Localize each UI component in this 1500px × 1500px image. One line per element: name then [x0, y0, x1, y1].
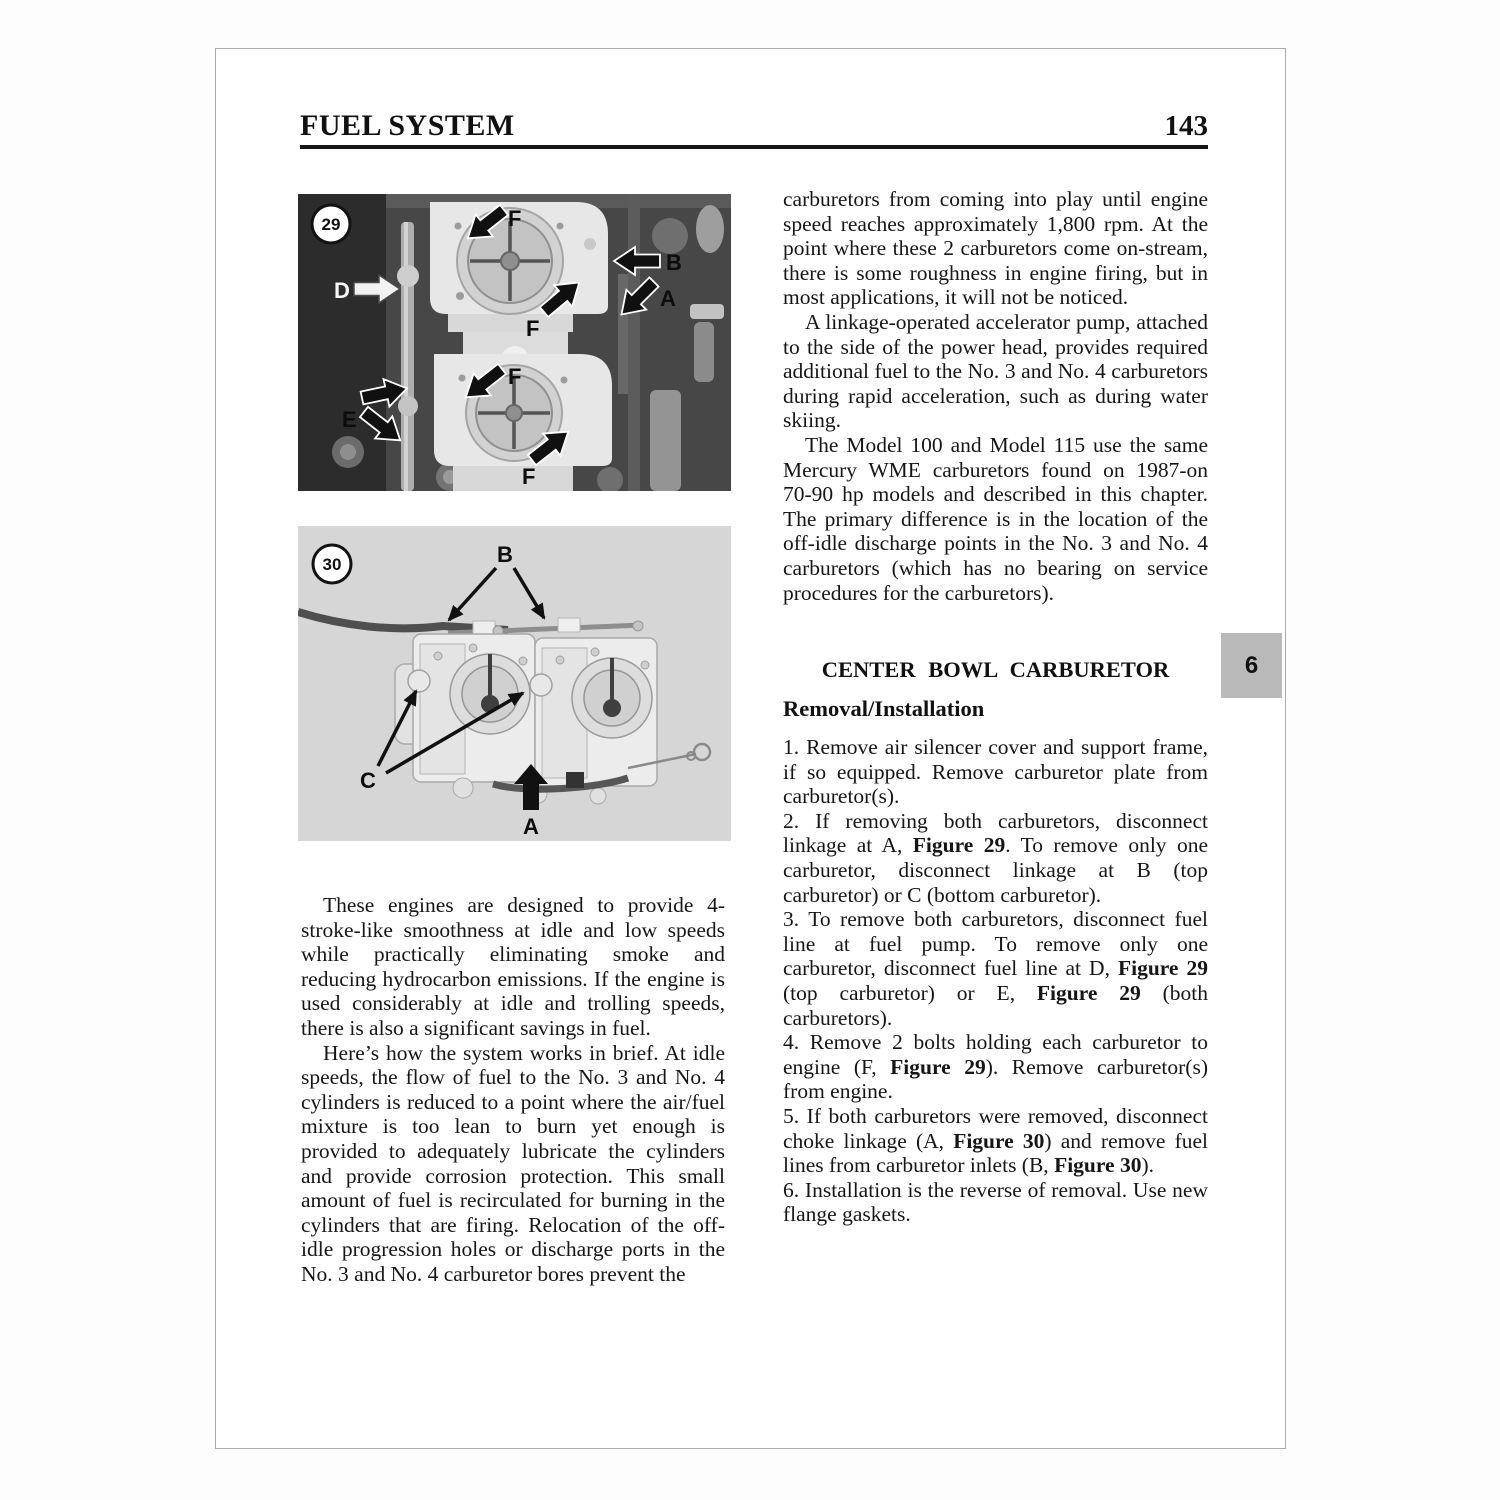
right-column — [783, 187, 1208, 1227]
manual-page — [215, 48, 1286, 1449]
fig30-label-a: A — [523, 814, 539, 839]
right-paragraph-3: The Model 100 and Model 115 use the same Mercury WME carburetors found on 1987-on 70-90 hp models and described in this chapter. The primary difference is in the location of the off-idle discharge points in the No. 3 and No. 4 carburetors (which has no bearing on service procedures for the carburetors). — [783, 432, 1208, 605]
figure-30-illustration — [298, 526, 731, 841]
step-6: 6. Installation is the reverse of removal. Use new flange gaskets. — [783, 1177, 1208, 1227]
fig29-label-e: E — [342, 407, 357, 432]
right-carburetor — [530, 638, 657, 786]
page-number: 143 — [1164, 110, 1208, 142]
figure-29-photo — [298, 194, 731, 491]
left-paragraph-1: These engines are designed to provide 4-stroke-like smoothness at idle and low speeds while practically eliminating smoke and reducing hydrocarbon emissions. If the engine is used considerably at idle and trolling speeds, there is also a significant savings in fuel. — [301, 893, 725, 1040]
step-2: 2. If removing both carburetors, disconnect linkage at A, Figure 29. To remove only one carburetor, disconnect linkage at B (top carburetor) or C (bottom carburetor). — [783, 808, 1209, 907]
chapter-tab: 6 — [1221, 633, 1282, 698]
left-column — [301, 893, 725, 1287]
fig29-label-d: D — [334, 278, 350, 303]
step-4: 4. Remove 2 bolts holding each carburetor to engine (F, Figure 29). Remove carburetor(s) from engine. — [783, 1030, 1208, 1104]
right-paragraph-2: A linkage-operated accelerator pump, attached to the side of the power head, provides required additional fuel to the No. 3 and No. 4 carburetors during rapid acceleration, such as during water skiing. — [783, 309, 1208, 433]
left-carburetor — [395, 634, 535, 782]
right-paragraph-1: carburetors from coming into play until engine speed reaches approximately 1,800 rpm. At the point where these 2 carburetors come on-stream, there is some roughness in engine firing, but in most applications, it will not be noticed. — [783, 187, 1208, 310]
fig30-label-b: B — [497, 542, 513, 567]
figure-30-number: 30 — [322, 555, 342, 574]
page-header — [300, 109, 1208, 143]
figure-29-illustration — [298, 194, 731, 491]
step-5: 5. If both carburetors were removed, disconnect choke linkage (A, Figure 30) and remove fuel lines from carburetor inlets (B, Figure 30). — [783, 1104, 1208, 1178]
header-rule — [300, 145, 1208, 149]
figure-30-photo — [298, 526, 731, 841]
fig29-label-f1: F — [508, 206, 522, 231]
fig29-label-f2: F — [526, 316, 540, 341]
bottom-carburetor — [434, 354, 612, 466]
figure-29-number: 29 — [321, 215, 341, 234]
section-heading: CENTER BOWL CARBURETOR — [821, 657, 1170, 683]
fig29-label-f3: F — [508, 364, 522, 389]
left-paragraph-2: Here’s how the system works in brief. At idle speeds, the flow of fuel to the No. 3 and No. 4 cylinders is reduced to a point where the air/fuel mixture is too lean to burn yet enough is provided to adequately lubricate the cylinders and provide corrosion protection. This small amount of fuel is recirculated for burning in the cylinders that are firing. Relocation of the off-idle progression holes or discharge ports in the No. 3 and No. 4 carburetor bores prevent the — [301, 1040, 725, 1286]
step-3: 3. To remove both carburetors, disconnect fuel line at fuel pump. To remove only one carburetor, disconnect fuel line at D, Figure 29 (top carburetor) or E, Figure 29 (both carburetors). — [783, 907, 1208, 1030]
step-1: 1. Remove air silencer cover and support frame, if so equipped. Remove carburetor plate from carburetor(s). — [783, 735, 1208, 809]
fig30-label-c: C — [360, 768, 376, 793]
fig29-label-a: A — [660, 286, 676, 311]
figure-30-badge — [313, 545, 351, 583]
page-title: FUEL SYSTEM — [300, 109, 515, 142]
figure-29-badge — [312, 205, 350, 243]
subsection-heading: Removal/Installation — [783, 696, 985, 722]
fig29-label-f4: F — [522, 464, 536, 489]
fig29-label-b: B — [666, 250, 682, 275]
